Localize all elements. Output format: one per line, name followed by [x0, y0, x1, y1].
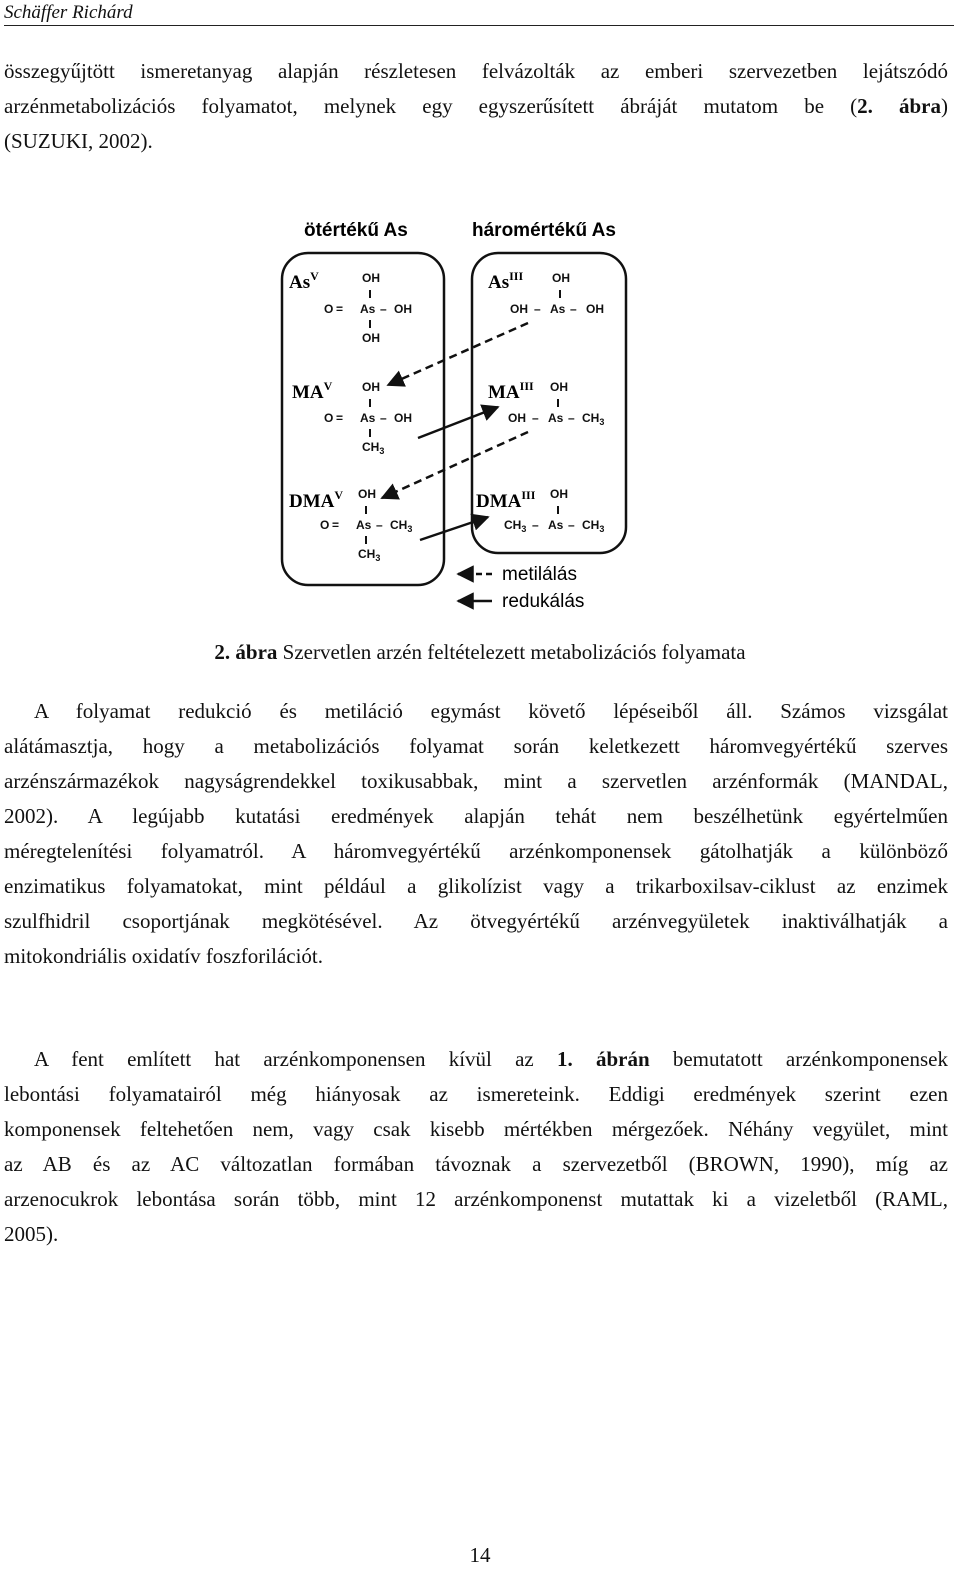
structure-ma-v	[324, 380, 412, 456]
svg-text:OH: OH	[394, 302, 412, 316]
svg-text:OH: OH	[550, 487, 568, 501]
svg-text:–: –	[376, 518, 383, 532]
methylation-arrow-as-iii-to-ma-v	[388, 323, 528, 385]
svg-text:–: –	[380, 411, 387, 425]
p1-line-1: A folyamat redukció és metiláció egymást követő lépéseiből áll. Számos vizsgálat	[34, 699, 948, 723]
svg-text:CH3: $CH_3$	[582, 411, 605, 427]
arsenic-metabolism-diagram	[270, 210, 690, 630]
compound-label-ma-v: $MA^V$	[292, 379, 333, 403]
svg-text:–: –	[534, 302, 541, 316]
compound-label-dma-iii: $DMA^{III}$	[476, 488, 536, 512]
legend-methylation-label: metilálás	[502, 564, 577, 585]
compound-label-ma-iii: $MA^{III}$	[488, 379, 534, 403]
svg-text:CH3: $CH_3$	[504, 518, 527, 534]
p2-line-4: az AB és az AC változatlan formában távoznak a szervezetből (BROWN, 1990), míg az	[4, 1152, 948, 1176]
p2-line-6: 2005).	[4, 1222, 59, 1246]
p1-line-3: arzénszármazékok nagyságrendekkel toxikusabbak, mint a szervetlen arzénformák (MANDAL,	[4, 769, 948, 793]
svg-text:–: –	[568, 518, 575, 532]
figure-reference: 2. ábra	[857, 94, 941, 118]
p1-line-7: szulfhidril csoportjának megkötésével. Az ötvegyértékű arzénvegyületek inaktiválhatják a	[4, 909, 948, 933]
reduction-arrow-ma-v-to-ma-iii	[418, 407, 498, 438]
trivalent-column-title: háromértékű As	[472, 220, 616, 241]
header-rule	[4, 25, 954, 26]
page-number: 14	[469, 1543, 491, 1567]
svg-text:OH: OH	[508, 411, 526, 425]
svg-text:OH: OH	[358, 487, 376, 501]
body-paragraph-1	[4, 694, 948, 974]
body-paragraph-2	[4, 1042, 948, 1252]
p1-line-2: alátámasztja, hogy a metabolizációs folyamat során keletkezett háromvegyértékű szerves	[4, 734, 948, 758]
intro-line-2: arzénmetabolizációs folyamatot, melynek egy egyszerűsített ábráját mutatom be (2. ábra)	[4, 94, 948, 118]
methylation-arrow-ma-iii-to-dma-v	[382, 432, 528, 498]
svg-text:=: =	[332, 518, 340, 532]
svg-text:OH: OH	[552, 271, 570, 285]
intro-line-1: összegyűjtött ismeretanyag alapján részletesen felvázolták az emberi szervezetben lejátszódó	[4, 59, 948, 83]
svg-text:–: –	[570, 302, 577, 316]
svg-text:O: O	[324, 302, 334, 316]
svg-text:OH: OH	[362, 331, 380, 345]
svg-text:=: =	[336, 411, 344, 425]
p1-line-6: enzimatikus folyamatokat, mint például a glikolízist vagy a trikarboxilsav-ciklust az enzimek	[4, 874, 948, 898]
p1-line-8: mitokondriális oxidatív foszforilációt.	[4, 944, 324, 968]
svg-text:As: As	[548, 411, 564, 425]
svg-text:CH3: $CH_3$	[390, 518, 413, 534]
compound-label-dma-v: $DMA^V$	[289, 488, 344, 512]
running-header: Schäffer Richárd	[4, 2, 133, 23]
svg-text:OH: OH	[510, 302, 528, 316]
svg-text:O: O	[324, 411, 334, 425]
svg-text:OH: OH	[362, 271, 380, 285]
svg-text:O: O	[320, 518, 330, 532]
svg-text:As: As	[360, 302, 376, 316]
legend-reduction-label: redukálás	[502, 591, 585, 612]
svg-text:OH: OH	[362, 380, 380, 394]
compound-label-as-v: $As^V$	[289, 269, 319, 293]
p2-line-2: lebontási folyamatairól még hiányosak az ismereteink. Eddigi eredmények szerint ezen	[4, 1082, 948, 1106]
caption-figure-number: 2. ábra	[214, 640, 278, 664]
svg-text:CH3: $CH_3$	[582, 518, 605, 534]
structure-as-v	[324, 271, 412, 345]
svg-text:CH3: $CH_3$	[358, 547, 381, 563]
p2-line-3: komponensek feltehetően nem, vagy csak kisebb mértékben mérgezőek. Néhány vegyület, mint	[4, 1117, 948, 1141]
svg-text:–: –	[532, 411, 539, 425]
svg-text:As: As	[360, 411, 376, 425]
svg-text:OH: OH	[550, 380, 568, 394]
svg-text:–: –	[568, 411, 575, 425]
intro-line-3: (SUZUKI, 2002).	[4, 129, 153, 153]
intro-paragraph	[4, 54, 948, 159]
p1-line-4: 2002). A legújabb kutatási eredmények alapján tehát nem beszélhetünk egyértelműen	[4, 804, 948, 828]
svg-text:CH3: $CH_3$	[362, 440, 385, 456]
p1-line-5: méregtelenítési folyamatról. A háromvegyértékű arzénkomponensek gátolhatják a különböző	[4, 839, 948, 863]
svg-text:–: –	[532, 518, 539, 532]
svg-text:OH: OH	[586, 302, 604, 316]
pentavalent-column-title: ötértékű As	[304, 220, 408, 241]
reduction-arrow-dma-v-to-dma-iii	[420, 517, 488, 540]
svg-text:–: –	[380, 302, 387, 316]
svg-text:As: As	[356, 518, 372, 532]
svg-text:OH: OH	[394, 411, 412, 425]
svg-text:As: As	[550, 302, 566, 316]
caption-text: Szervetlen arzén feltételezett metabolizációs folyamata	[277, 640, 746, 664]
p2-line-1: A fent említett hat arzénkomponensen kívül az 1. ábrán bemutatott arzénkomponensek	[34, 1047, 948, 1071]
svg-text:=: =	[336, 302, 344, 316]
figure-1-reference: 1. ábrán	[556, 1047, 650, 1071]
p2-line-5: arzenocukrok lebontása során több, mint 12 arzénkomponenst mutattak ki a vizeletből (RAML,	[4, 1187, 948, 1211]
compound-label-as-iii: $As^{III}$	[488, 269, 524, 293]
figure-caption	[0, 640, 960, 665]
structure-as-iii	[510, 271, 604, 316]
svg-text:As: As	[548, 518, 564, 532]
